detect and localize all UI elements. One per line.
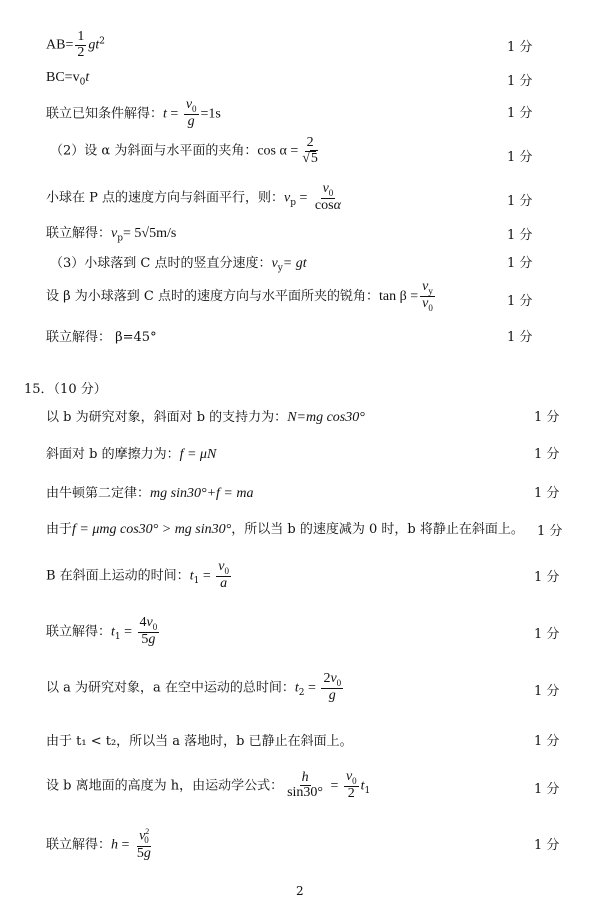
frac-vy-v0: $\frac{v_y}{v_0}$ (422, 279, 433, 314)
frac-v0-2: $\frac{v_0}{2}$ (345, 769, 357, 802)
eq-vy-value: = gt (282, 256, 307, 271)
score: 1 分 (534, 782, 560, 797)
score: 1 分 (534, 734, 560, 749)
frac-v0-g: $\frac{v_0}{g}$ (185, 97, 197, 130)
eq-height-prefix: 设 b 离地面的高度为 h，由运动学公式： (46, 778, 284, 794)
eq-ab: AB= $\frac{1}{2}$ $gt^2$ (46, 29, 105, 60)
eq-compare: 由于 t₁ < t₂，所以当 a 落地时，b 已静止在斜面上。 (46, 734, 353, 749)
score: 1 分 (507, 106, 533, 121)
page-number: 2 (296, 884, 304, 898)
score: 1 分 (534, 627, 560, 642)
score: 1 分 (507, 74, 533, 89)
eq-vp-result-prefix: 联立解得： (46, 226, 112, 241)
eq-beta: 联立解得： β=45° (46, 330, 157, 345)
eq-t1-result: 联立解得：$t_1$ = $\frac{4v_0}{5g}$ (46, 615, 158, 648)
eq-normal-prefix: 以 b 为研究对象，斜面对 b 的支持力为： (46, 410, 288, 425)
eq-vp: 小球在 P 点的速度方向与斜面平行，则：$v_p$ = $\frac{v_0}{\cos\alpha}$ (46, 181, 341, 214)
eq-t-result: =1s (200, 106, 221, 122)
frac-2-sqrt5: $\frac{2}{√5}$ (302, 135, 318, 166)
eq-height-formula: 设 b 离地面的高度为 h，由运动学公式： $\frac{h}{\sin 30^\circ}$ = $\frac{v_0}{2}$ $t_1$ (46, 769, 371, 802)
score: 1 分 (534, 410, 560, 425)
frac-h-sin30: $\frac{h}{\sin 30^\circ}$ (287, 769, 324, 801)
eq-vy: （3）小球落到 C 点时的竖直分速度：$v_y=$ gt (50, 256, 307, 274)
eq-friction-value: f = μN (179, 447, 217, 462)
eq-t: 联立已知条件解得：t = $\frac{v_0}{g}$ =1s (46, 97, 221, 130)
eq-friction (46, 443, 216, 463)
eq-vp-prefix: 小球在 P 点的速度方向与斜面平行，则： (46, 190, 285, 206)
score: 1 分 (534, 486, 560, 501)
eq-friction-prefix: 斜面对 b 的摩擦力为： (46, 447, 180, 462)
eq-t1-result-prefix: 联立解得： (46, 624, 112, 640)
eq-tan-prefix: 设 β 为小球落到 C 点时的速度方向与水平面所夹的锐角： (46, 289, 379, 305)
eq-t-prefix: 联立已知条件解得： (46, 106, 164, 122)
eq-cos-label: cos α = (257, 143, 299, 159)
score: 1 分 (507, 294, 533, 309)
frac-v0-a: $\frac{v_0}{a}$ (218, 559, 229, 592)
eq-bc-text: BC=v (46, 70, 80, 85)
eq-newton-value: mg sin30°+f = ma (150, 486, 254, 501)
eq-normal-force (46, 406, 365, 426)
eq-normal-value: N=mg cos30° (287, 410, 365, 425)
eq-vp-result-value: = 5√5m/s (123, 226, 177, 241)
eq-tan-label: tan β = (379, 289, 419, 305)
frac-v0sq-5g: $\frac{v^2_0}{5g}$ (136, 827, 151, 861)
eq-height-result-prefix: 联立解得： (46, 837, 112, 853)
eq-newton (46, 482, 253, 502)
eq-vp-result: 联立解得：$v_p= 5√5m/s$ (46, 226, 177, 244)
frac-half: $\frac{1}{2}$ (77, 29, 85, 60)
score: 1 分 (507, 256, 533, 271)
frac-4v0-5g: $\frac{4v_0}{5g}$ (139, 615, 158, 648)
eq-t2: 以 a 为研究对象，a 在空中运动的总时间：$t_2$ = $\frac{2v_0}{g}$ (46, 671, 342, 704)
score: 1 分 (507, 150, 533, 165)
eq-cos-alpha (50, 136, 322, 166)
score: 1 分 (537, 524, 563, 539)
eq-height-result: 联立解得：h = $\frac{v^2_0}{5g}$ (46, 827, 151, 861)
eq-static-value: f = μmg cos30° > mg sin30° (72, 522, 232, 537)
eq-static-suffix: ，所以当 b 的速度减为 0 时，b 将静止在斜面上。 (231, 522, 524, 537)
eq-t2-prefix: 以 a 为研究对象，a 在空中运动的总时间： (46, 680, 295, 696)
score: 1 分 (534, 447, 560, 462)
score: 1 分 (534, 838, 560, 853)
score: 1 分 (507, 194, 533, 209)
score: 1 分 (534, 570, 560, 585)
eq-vy-prefix: （3）小球落到 C 点时的竖直分速度： (50, 256, 272, 271)
score: 1 分 (507, 228, 533, 243)
question-heading-15: 15．（10 分） (24, 382, 107, 397)
eq-static-prefix: 由于 (46, 522, 73, 537)
eq-cos-prefix: （2）设 α 为斜面与水平面的夹角： (50, 143, 258, 159)
eq-t1-def: B 在斜面上运动的时间：$t_1$ = $\frac{v_0}{a}$ (46, 559, 229, 592)
eq-ab-prefix: AB= (46, 37, 74, 53)
eq-tan-beta (46, 280, 437, 313)
score: 1 分 (507, 40, 533, 55)
eq-static-condition (46, 518, 524, 538)
eq-t1-prefix: B 在斜面上运动的时间： (46, 568, 190, 584)
eq-newton-prefix: 由牛顿第二定律： (46, 486, 151, 501)
eq-bc: $BC=v_0t$ (46, 70, 90, 88)
frac-2v0-g: $\frac{2v_0}{g}$ (323, 671, 342, 704)
score: 1 分 (534, 684, 560, 699)
score: 1 分 (507, 330, 533, 345)
frac-v0-cos: $\frac{v_0}{\cos\alpha}$ (314, 181, 341, 214)
